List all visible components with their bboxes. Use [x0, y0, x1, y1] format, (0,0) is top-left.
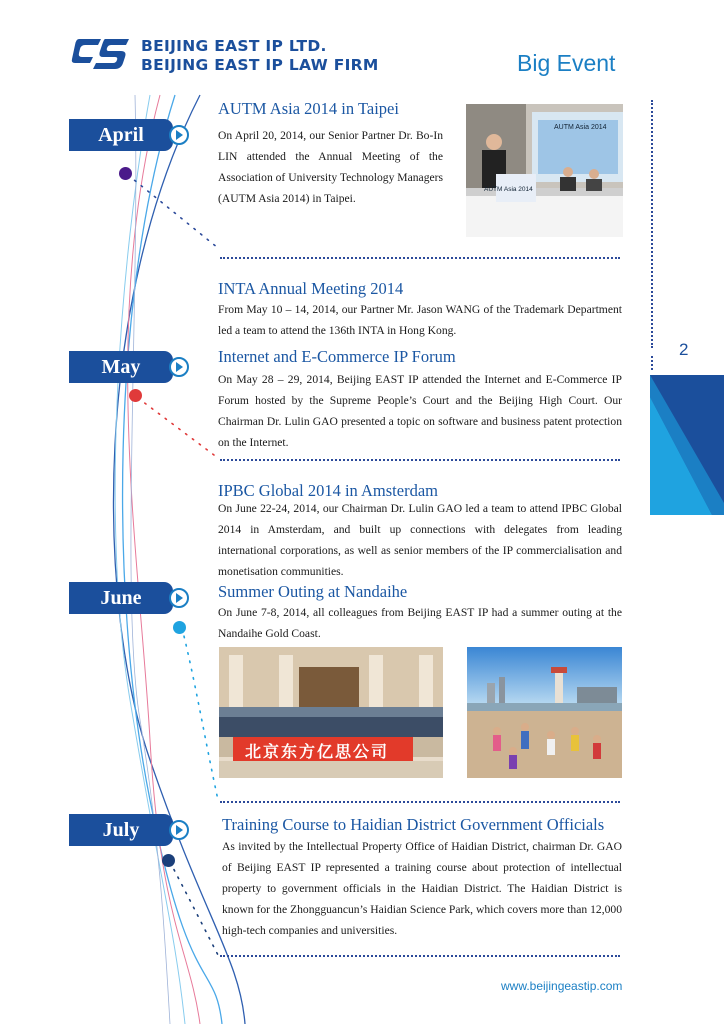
photo-banner-text: 北京东方亿思公司	[245, 742, 390, 761]
month-label: July	[102, 819, 140, 841]
event-title-inta: INTA Annual Meeting 2014	[218, 279, 404, 298]
photo-banner-text: AUTM Asia 2014	[484, 186, 533, 193]
company-name-line2: BEIJING EAST IP LAW FIRM	[141, 56, 379, 74]
event-body-internet-forum: On May 28 – 29, 2014, Beijing EAST IP attended the Internet and E-Commerce IP Forum hosted by the Supreme People’s Court and the Beijing High Court. Our Chairman Dr. Lulin GAO presented a topic on software and business patent protection on the Internet.	[218, 373, 622, 449]
event-body-ipbc: On June 22-24, 2014, our Chairman Dr. Lulin GAO led a team to attend IPBC Global 2014 in Amsterdam, and built up connections with delegates from leading international corporations, as well as senior members of the IP commercialisation and monetisation communities.	[218, 502, 622, 578]
june-dot-icon	[173, 621, 186, 634]
event-body-inta: From May 10 – 14, 2014, our Partner Mr. Jason WANG of the Trademark Department led a team to attend the 136th INTA in Hong Kong.	[218, 303, 622, 337]
event-title-ipbc: IPBC Global 2014 in Amsterdam	[218, 481, 438, 500]
autm-photo	[466, 104, 623, 237]
event-title-training: Training Course to Haidian District Government Officials	[222, 815, 605, 834]
may-dot-icon	[129, 389, 142, 402]
event-title-outing: Summer Outing at Nandaihe	[218, 582, 408, 601]
chevron-right-icon	[169, 125, 189, 145]
page-number: 2	[679, 340, 689, 359]
photo-banner-text: AUTM Asia 2014	[554, 124, 607, 131]
group-photo	[219, 647, 443, 778]
event-body-training: As invited by the Intellectual Property Office of Haidian District, chairman Dr. GAO of Beijing EAST IP represented a training course about protection of intellectual property to government officials in the Haidian District. The Haidian District is known for the Zhongguancun’s Haidian Science Park, which covers more than 12,000 high-tech companies and universities.	[222, 840, 622, 937]
website-url: www.beijingeastip.com	[501, 979, 623, 993]
section-divider	[220, 801, 620, 803]
event-body-autm: On April 20, 2014, our Senior Partner Dr. Bo-In LIN attended the Annual Meeting of the Association of University Technology Managers (AUTM Asia 2014) in Taipei.	[218, 129, 444, 205]
month-label: May	[101, 356, 141, 378]
section-divider	[220, 257, 620, 259]
month-tab-july	[69, 814, 173, 846]
month-label: June	[100, 587, 142, 609]
beach-photo	[467, 647, 622, 778]
section-title: Big Event	[517, 50, 616, 76]
chevron-right-icon	[169, 357, 189, 377]
section-divider	[220, 955, 620, 957]
event-body-outing: On June 7-8, 2014, all colleagues from Beijing EAST IP had a summer outing at the Nandaihe Gold Coast.	[218, 606, 622, 640]
month-tab-may	[69, 351, 173, 383]
month-label: April	[98, 124, 144, 146]
event-title-internet-forum: Internet and E-Commerce IP Forum	[218, 347, 456, 366]
event-title-autm: AUTM Asia 2014 in Taipei	[218, 99, 399, 118]
month-tab-june	[69, 582, 173, 614]
company-name-line1: BEIJING EAST IP LTD.	[141, 37, 327, 55]
chevron-right-icon	[169, 820, 189, 840]
april-dot-icon	[119, 167, 132, 180]
chevron-right-icon	[169, 588, 189, 608]
section-divider	[220, 459, 620, 461]
month-tab-april	[69, 119, 173, 151]
july-dot-icon	[162, 854, 175, 867]
